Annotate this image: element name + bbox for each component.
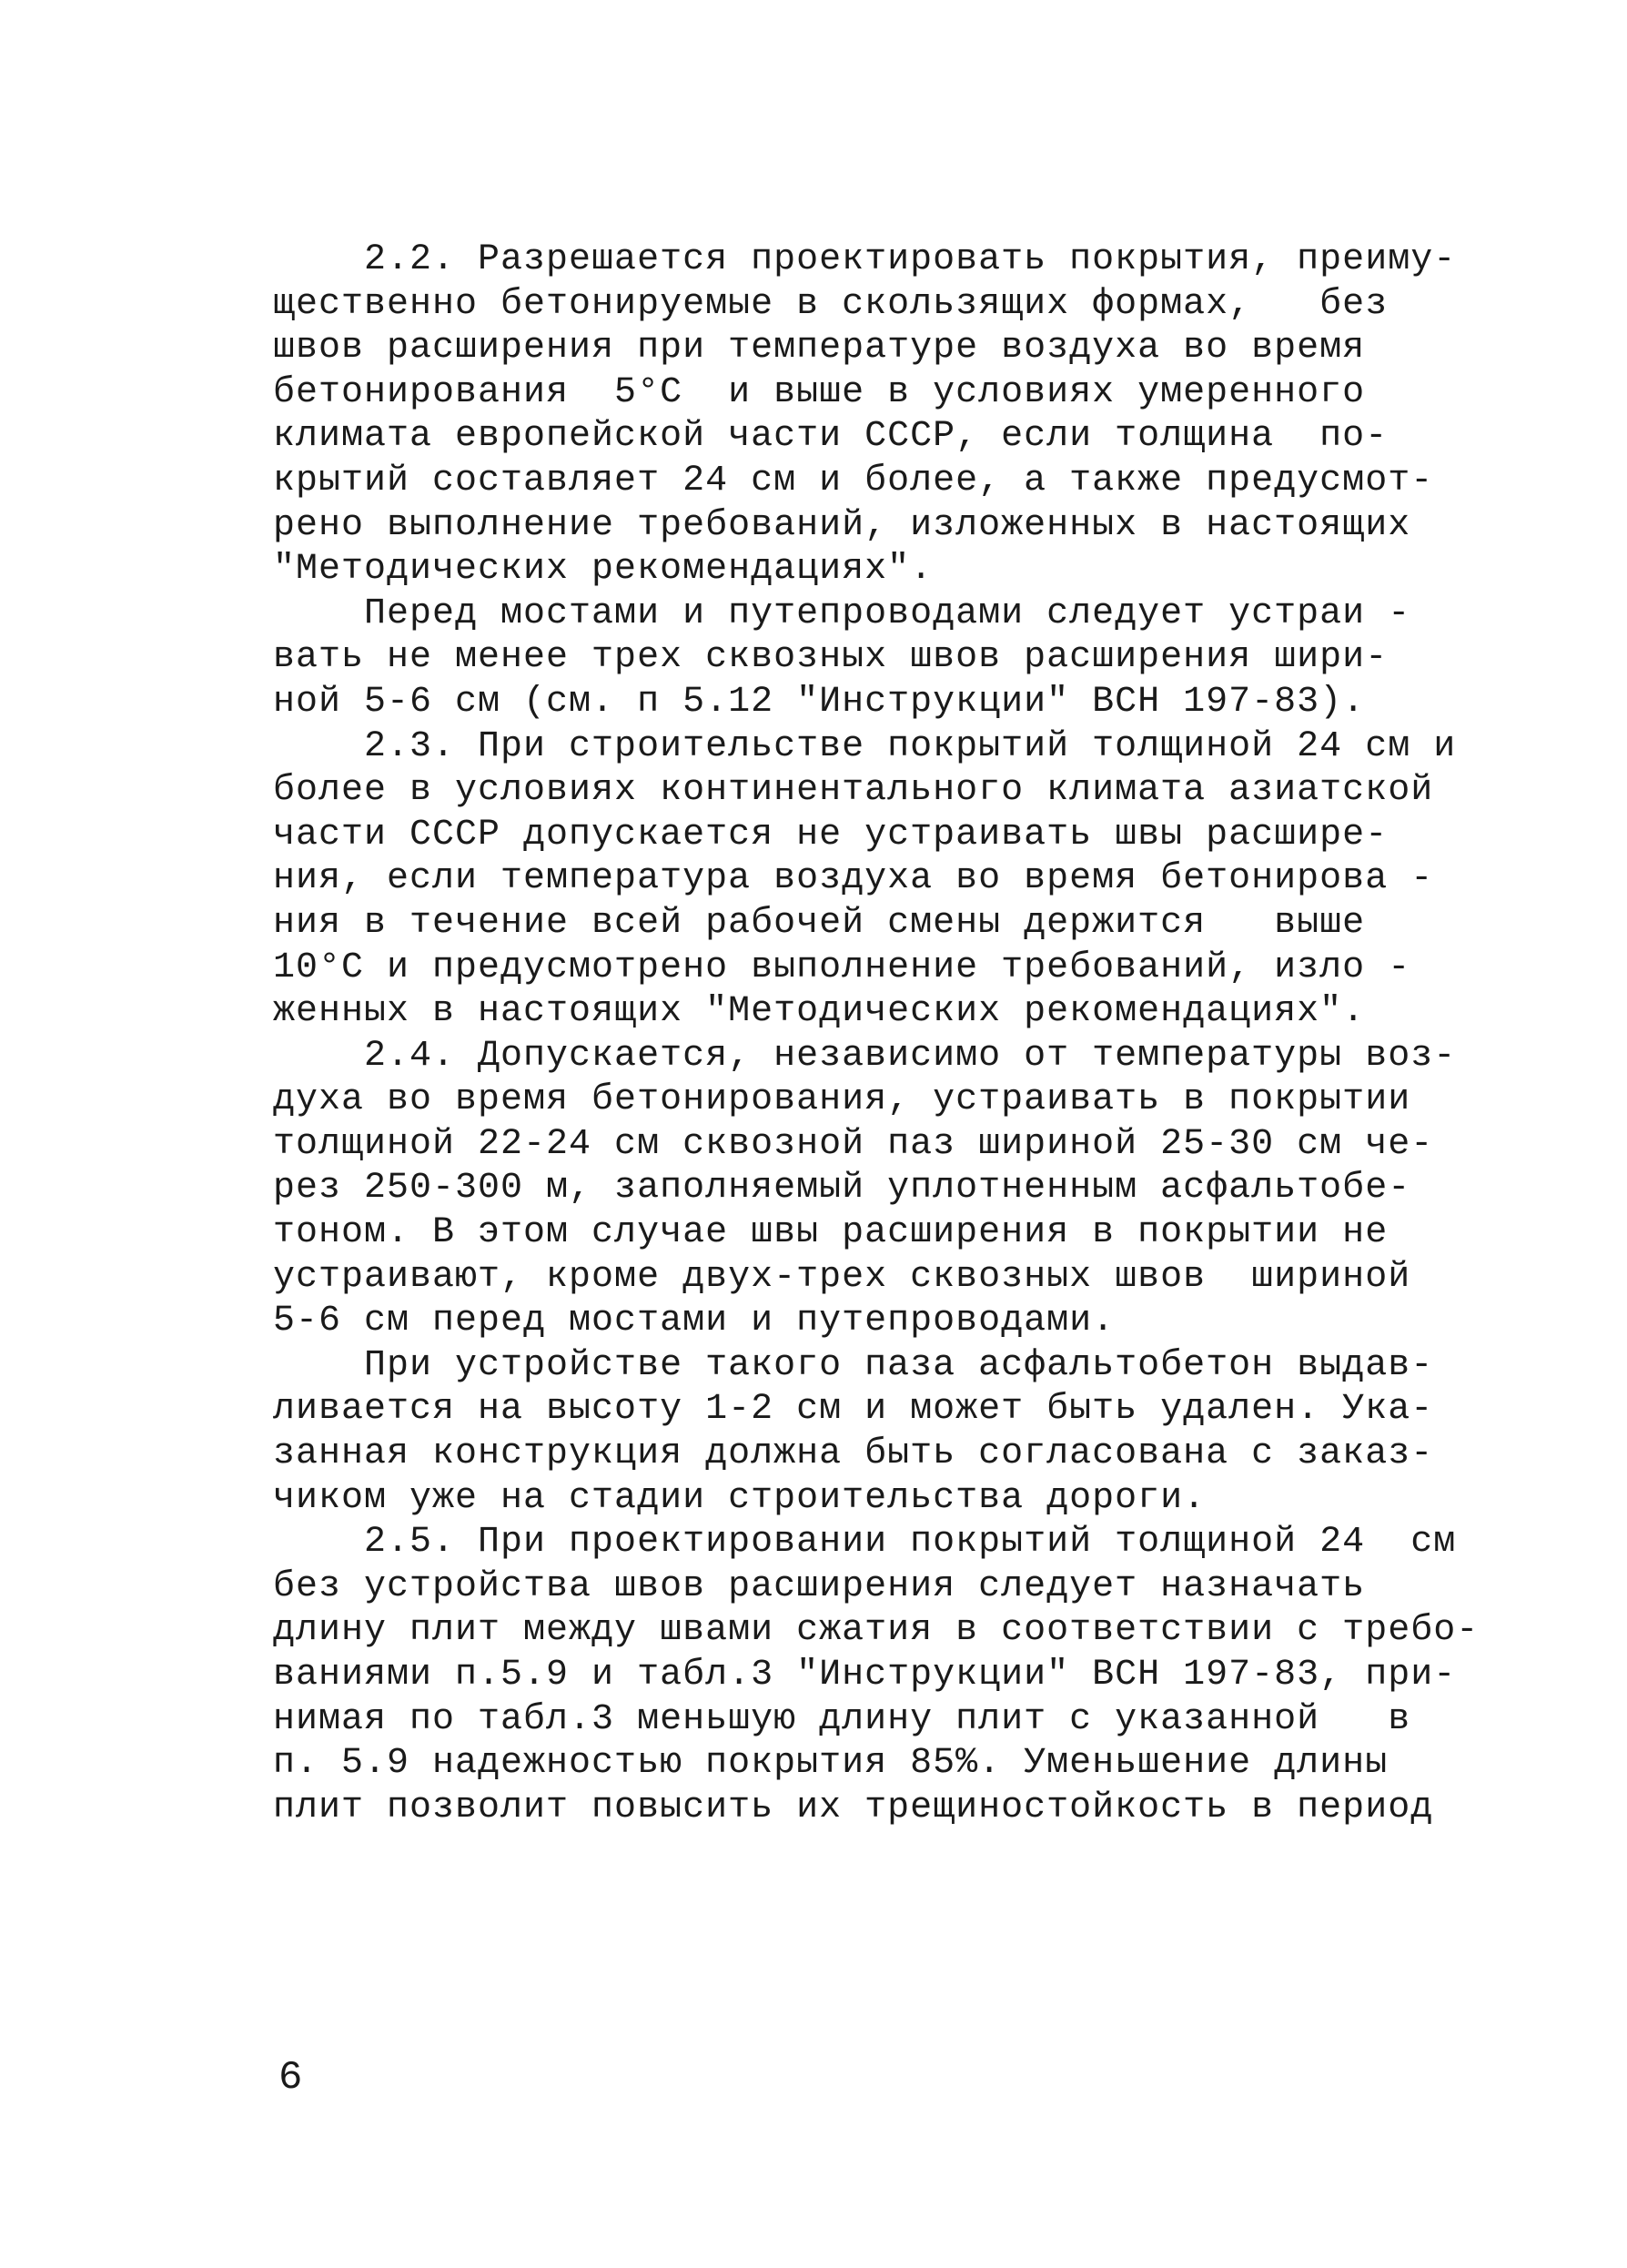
paragraph-2-2-line: 2.2. Разрешается проектировать покрытия, преиму- bbox=[273, 239, 1457, 280]
paragraph-2-4-line: устраивают, кроме двух-трех сквозных швов шириной bbox=[273, 1256, 1411, 1298]
paragraph-2-4-line: 5-6 см перед мостами и путепроводами. bbox=[273, 1301, 1116, 1342]
paragraph-asphalt-line: занная конструкция должна быть согласована с заказ- bbox=[273, 1433, 1434, 1475]
paragraph-bridges-line: вать не менее трех сквозных швов расширения шири- bbox=[273, 637, 1389, 679]
paragraph-2-4-line: рез 250-300 м, заполняемый уплотненным асфальтобе- bbox=[273, 1168, 1411, 1210]
paragraph-2-3-line: части СССР допускается не устраивать швы расшире- bbox=[273, 814, 1389, 856]
paragraph-2-5-line: ваниями п.5.9 и табл.3 "Инструкции" ВСН 197-83, при- bbox=[273, 1655, 1457, 1696]
paragraph-2-2-line: климата европейской части СССР, если толщина по- bbox=[273, 416, 1389, 458]
paragraph-2-4-line: духа во время бетонирования, устраивать в покрытии bbox=[273, 1079, 1411, 1121]
paragraph-2-2-line: крытий составляет 24 см и более, а также предусмот- bbox=[273, 460, 1434, 501]
paragraph-2-4-line: толщиной 22-24 см сквозной паз шириной 25-30 см че- bbox=[273, 1123, 1434, 1165]
paragraph-asphalt-line: чиком уже на стадии строительства дороги. bbox=[273, 1477, 1207, 1519]
paragraph-asphalt-line: При устройстве такого паза асфальтобетон выдав- bbox=[273, 1344, 1434, 1386]
paragraph-2-5-line: без устройства швов расширения следует назначать bbox=[273, 1565, 1366, 1607]
paragraph-2-2-line: швов расширения при температуре воздуха во время bbox=[273, 328, 1366, 370]
paragraph-2-3-line: ния в течение всей рабочей смены держится выше bbox=[273, 902, 1366, 944]
paragraph-2-5-line: плит позволит повысить их трещиностойкость в период bbox=[273, 1787, 1434, 1828]
paragraph-2-2-line: "Методических рекомендациях". bbox=[273, 549, 934, 591]
paragraph-2-2-line: щественно бетонируемые в скользящих формах, без bbox=[273, 283, 1389, 325]
paragraph-2-3-line: 2.3. При строительстве покрытий толщиной 24 см и bbox=[273, 725, 1457, 767]
paragraph-2-3-line: женных в настоящих "Методических рекомендациях". bbox=[273, 991, 1366, 1033]
paragraph-2-4-line: тоном. В этом случае швы расширения в покрытии не bbox=[273, 1212, 1389, 1254]
paragraph-2-3-line: 10°С и предусмотрено выполнение требований, изло - bbox=[273, 947, 1411, 988]
paragraph-bridges-line: Перед мостами и путепроводами следует устраи - bbox=[273, 592, 1411, 634]
paragraph-2-2-line: бетонирования 5°С и выше в условиях умеренного bbox=[273, 371, 1366, 413]
paragraph-2-5-line: длину плит между швами сжатия в соответствии с требо- bbox=[273, 1610, 1480, 1652]
paragraph-2-3-line: более в условиях континентального климата азиатской bbox=[273, 770, 1434, 812]
paragraph-asphalt-line: ливается на высоту 1-2 см и может быть удален. Ука- bbox=[273, 1389, 1434, 1431]
paragraph-2-5-line: нимая по табл.3 меньшую длину плит с указанной в bbox=[273, 1698, 1411, 1740]
paragraph-2-4-line: 2.4. Допускается, независимо от температуры воз- bbox=[273, 1035, 1457, 1077]
paragraph-2-5-line: 2.5. При проектировании покрытий толщиной 24 см bbox=[273, 1522, 1457, 1564]
paragraph-bridges-line: ной 5-6 см (см. п 5.12 "Инструкции" ВСН 197-83). bbox=[273, 681, 1366, 723]
body-text bbox=[273, 238, 1480, 1830]
paragraph-2-3-line: ния, если температура воздуха во время бетонирова - bbox=[273, 858, 1434, 900]
paragraph-2-2-line: рено выполнение требований, изложенных в настоящих bbox=[273, 504, 1411, 546]
paragraph-2-5-line: п. 5.9 надежностью покрытия 85%. Уменьшение длины bbox=[273, 1743, 1389, 1785]
page-number: 6 bbox=[278, 2055, 303, 2101]
